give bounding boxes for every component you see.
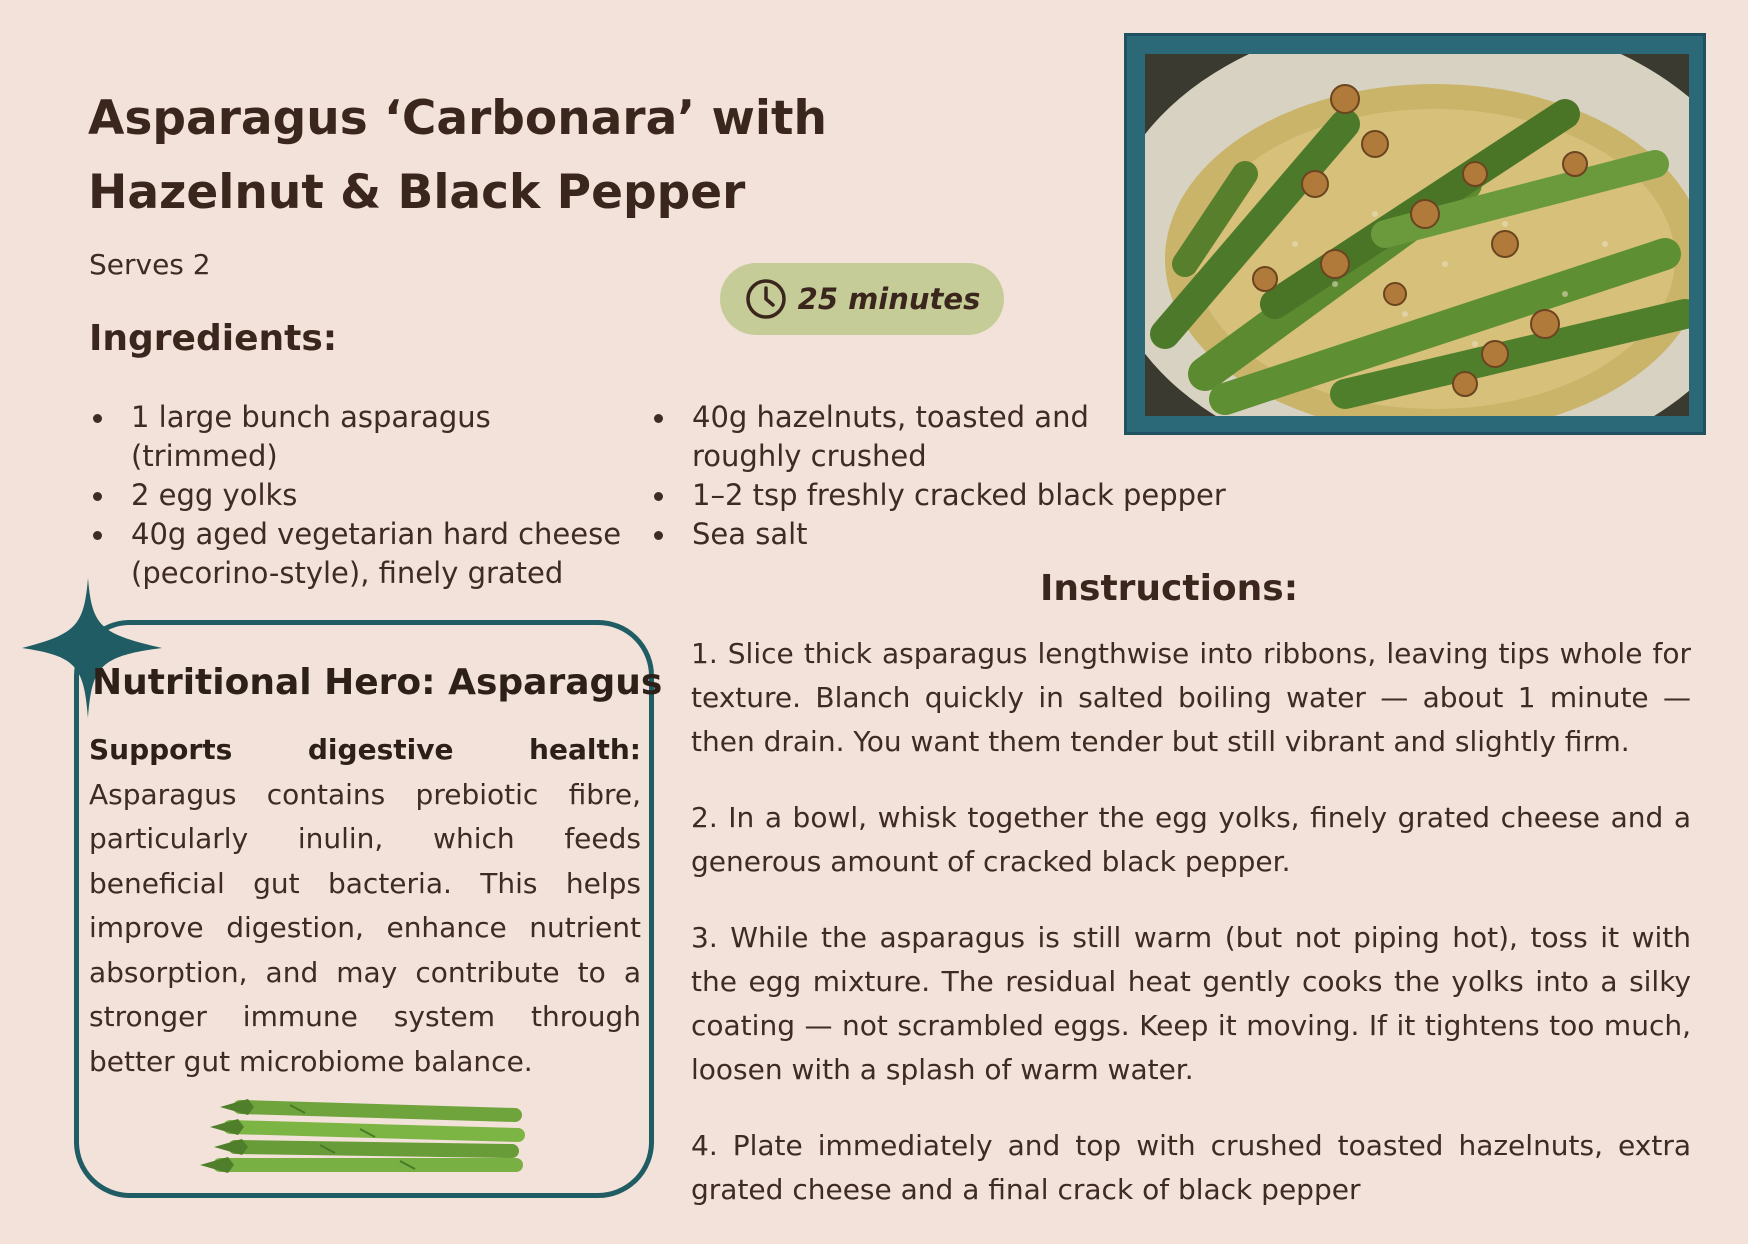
dish-photo-frame — [1124, 33, 1706, 435]
clock-icon — [744, 277, 788, 321]
instructions-steps — [691, 632, 1691, 1244]
ingredient-item: 2 egg yolks — [89, 476, 639, 515]
time-label: 25 minutes — [797, 282, 981, 316]
ingredients-list-left — [89, 398, 639, 593]
instruction-step: 1. Slice thick asparagus lengthwise into ribbons, leaving tips whole for texture. Blanch quickly in salted boiling water — about 1 minute — then drain. You want them tender but still vibrant and slightly firm. — [691, 637, 1691, 758]
ingredient-item: 1 large bunch asparagus (trimmed) — [89, 398, 639, 476]
serves-label: Serves 2 — [89, 248, 211, 281]
instruction-step: 2. In a bowl, whisk together the egg yolks, finely grated cheese and a generous amount of cracked black pepper. — [691, 801, 1691, 878]
hero-title: Nutritional Hero: Asparagus — [92, 662, 663, 703]
dish-photo — [1145, 54, 1689, 416]
asparagus-illustration — [200, 1085, 530, 1180]
instruction-step: 3. While the asparagus is still warm (but not piping hot), toss it with the egg mixture. The residual heat gently cooks the yolks into a silky coating — not scrambled eggs. Keep it moving. If it tightens too much, loosen with a splash of warm water. — [691, 921, 1691, 1086]
instruction-step: 4. Plate immediately and top with crushed toasted hazelnuts, extra grated cheese and a final crack of black pepper — [691, 1129, 1691, 1206]
ingredient-item: 40g aged vegetarian hard cheese (pecorino-style), finely grated — [89, 515, 639, 593]
instructions-heading: Instructions: — [1040, 568, 1299, 609]
recipe-title: Asparagus ‘Carbonara’ with Hazelnut & Black Pepper — [88, 91, 827, 220]
ingredient-item: Sea salt — [650, 515, 1250, 554]
ingredient-item: 1–2 tsp freshly cracked black pepper — [650, 476, 1250, 515]
hero-text — [89, 728, 641, 1084]
ingredient-item: 40g hazelnuts, toasted and roughly crushed — [650, 398, 1092, 476]
time-badge — [720, 263, 1004, 335]
hero-body: Asparagus contains prebiotic fibre, particularly inulin, which feeds beneficial gut bacteria. This helps improve digestion, enhance nutrient absorption, and may contribute to a stronger immune system through better gut microbiome balance. — [89, 777, 641, 1078]
hero-lead: Supports digestive health: — [89, 733, 641, 766]
ingredients-heading: Ingredients: — [89, 318, 338, 359]
